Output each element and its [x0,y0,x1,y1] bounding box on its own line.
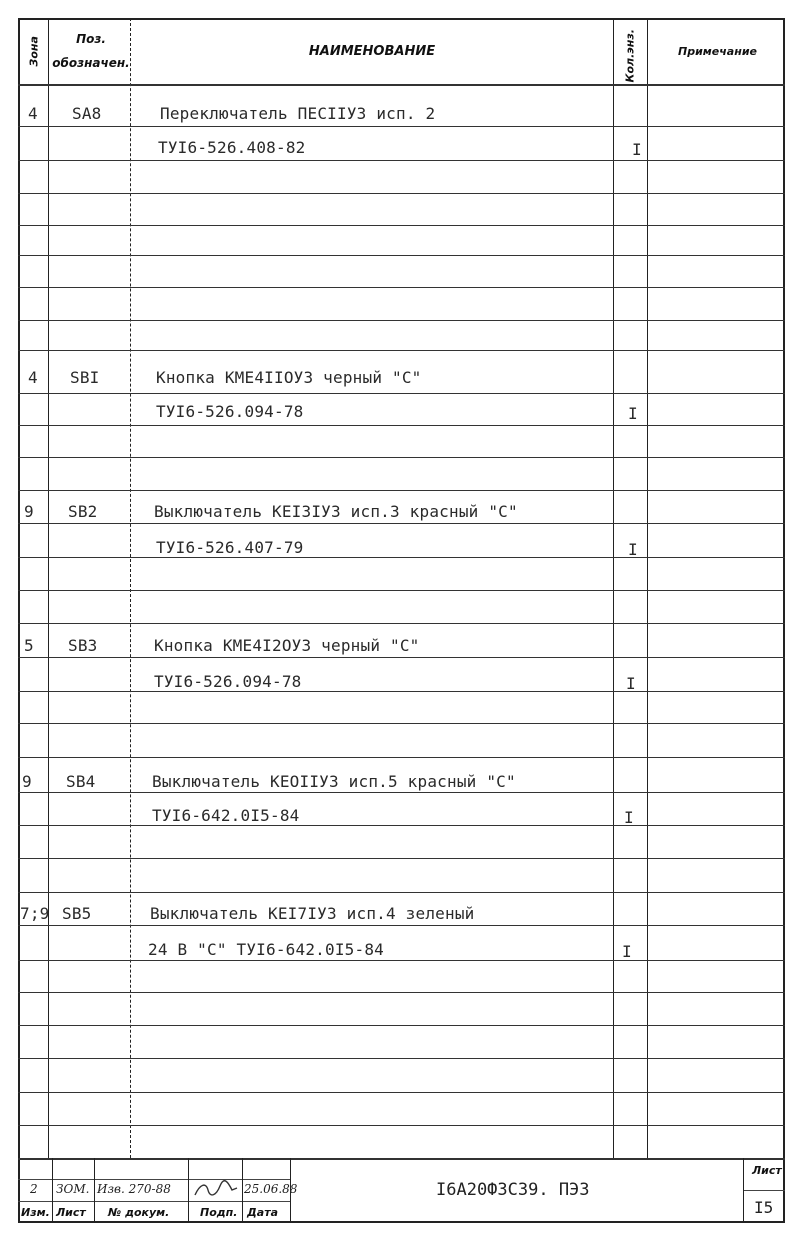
title-block-mid-line-2 [18,1201,290,1202]
label-change: Изм. [21,1206,50,1219]
row-line [18,1025,785,1026]
row-line [18,623,785,624]
row-10-name: ТУI6-642.0I5-84 [152,806,300,825]
tb-div-1 [52,1158,53,1223]
row-line [18,457,785,458]
row-line [18,1125,785,1126]
label-date: Дата [247,1206,279,1219]
sheet-number: I5 [754,1198,774,1217]
header-zone: Зона [27,36,41,67]
row-line [18,590,785,591]
sheet-box-line [743,1190,785,1191]
row-11-pos: SB5 [62,904,92,923]
row-line [18,160,785,161]
row-line [18,490,785,491]
doc-number: Изв. 270-88 [97,1182,171,1196]
row-9-pos: SB4 [66,772,96,791]
row-line [18,193,785,194]
header-note: Примечание [678,45,757,58]
col-divider-qty [647,18,648,1158]
row-line [18,393,785,394]
row-line [18,126,785,127]
col-divider-pos [130,18,131,1158]
row-line [18,723,785,724]
row-line [18,425,785,426]
row-line [18,691,785,692]
row-12-name: 24 В "С" ТУI6-642.0I5-84 [148,940,384,959]
row-12-qty: I [622,942,632,961]
row-line [18,1092,785,1093]
row-line [18,992,785,993]
row-6-name: ТУI6-526.407-79 [156,538,304,557]
row-line [18,225,785,226]
row-line [18,657,785,658]
header-qty: Кол.энз. [623,29,637,83]
row-line [18,1058,785,1059]
header-name: НАИМЕНОВАНИЕ [308,44,436,59]
row-2-qty: I [632,140,642,159]
row-line [18,892,785,893]
row-line [18,350,785,351]
header-bottom-line [18,84,785,86]
row-line [18,792,785,793]
sheet-label: Лист [752,1164,782,1177]
row-4-qty: I [628,404,638,423]
label-docno: № докум. [108,1206,170,1219]
row-3-pos: SBI [70,368,100,387]
row-7-name: Кнопка КМЕ4I2ОУЗ черный "С" [154,636,420,655]
row-3-zone: 4 [28,368,38,387]
row-1-zone: 4 [28,104,38,123]
col-divider-name [613,18,614,1158]
row-11-zone: 7;9 [20,904,50,923]
tb-div-6 [743,1158,744,1223]
row-7-pos: SB3 [68,636,98,655]
tb-div-4 [242,1158,243,1223]
drawing-frame [18,18,785,1223]
signature-image [192,1178,240,1200]
row-line [18,287,785,288]
row-9-name: Выключатель КЕОIIУЗ исп.5 красный "С" [152,772,516,791]
row-3-name: Кнопка КМЕ4IIОУЗ черный "С" [156,368,422,387]
row-1-pos: SA8 [72,104,102,123]
label-sheet: Лист [56,1206,86,1219]
row-line [18,523,785,524]
row-5-name: Выключатель КЕIЗIУЗ исп.3 красный "С" [154,502,518,521]
row-line [18,960,785,961]
date: 25.06.88 [244,1182,298,1196]
label-sign: Подп. [200,1206,238,1219]
row-line [18,925,785,926]
row-8-qty: I [626,674,636,693]
row-line [18,255,785,256]
row-11-name: Выключатель КЕI7IУЗ исп.4 зеленый [150,904,475,923]
row-4-name: ТУI6-526.094-78 [156,402,304,421]
row-1-name: Переключатель ПЕСIIУЗ исп. 2 [160,104,436,123]
document-designation: I6А20Ф3С39. ПЭЗ [436,1180,590,1200]
tb-div-2 [94,1158,95,1223]
row-line [18,858,785,859]
change-number: 2 [30,1182,38,1196]
row-9-zone: 9 [22,772,32,791]
row-line [18,557,785,558]
row-5-zone: 9 [24,502,34,521]
header-pos-line2: обозначен. [52,56,130,70]
row-6-qty: I [628,540,638,559]
row-8-name: ТУI6-526.094-78 [154,672,302,691]
col-divider-zone [48,18,49,1158]
header-pos-line1: Поз. [76,32,106,46]
row-7-zone: 5 [24,636,34,655]
row-10-qty: I [624,808,634,827]
row-line [18,825,785,826]
row-5-pos: SB2 [68,502,98,521]
tb-div-3 [188,1158,189,1223]
row-2-name: ТУI6-526.408-82 [158,138,306,157]
row-line [18,320,785,321]
title-block-top-line [18,1158,785,1160]
title-block-mid-line-1 [18,1179,290,1180]
row-line [18,757,785,758]
sheet-mark: ЗОМ. [56,1182,90,1196]
